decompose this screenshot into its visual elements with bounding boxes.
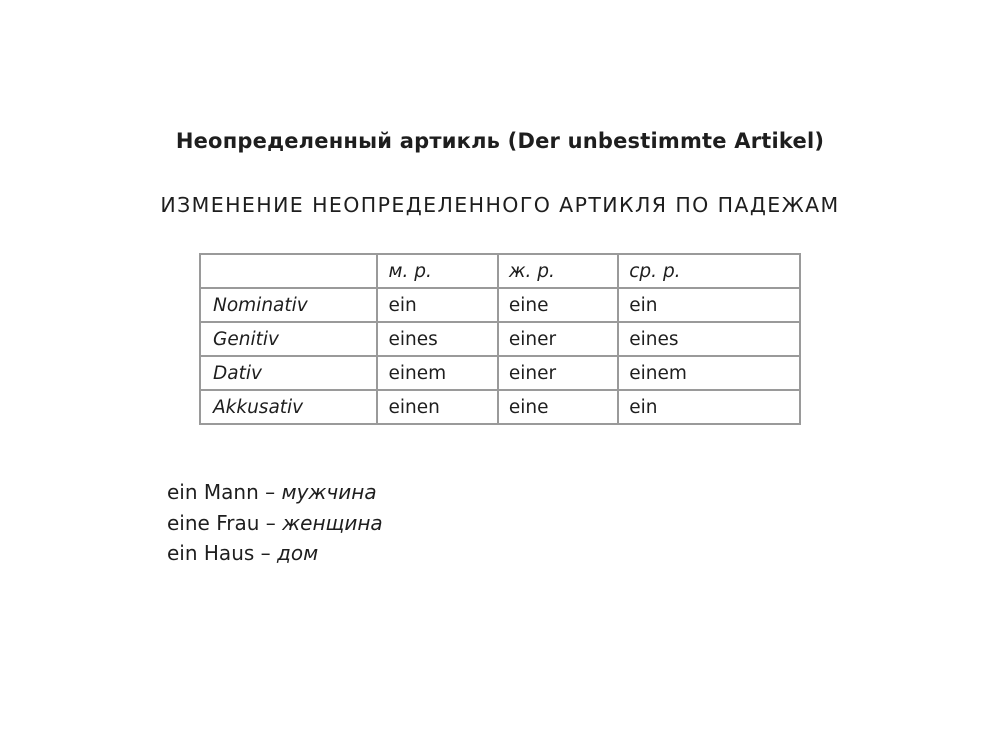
example-list — [167, 477, 383, 569]
table-row — [201, 323, 799, 355]
case-cell: Dativ — [201, 357, 376, 389]
example-german: eine Frau — [167, 510, 260, 535]
neuter-cell: einem — [619, 357, 799, 389]
header-cell-neuter: ср. р. — [619, 255, 799, 287]
case-cell: Genitiv — [201, 323, 376, 355]
example-item — [167, 477, 383, 508]
page-title: Неопределенный артикль (Der unbestimmte Artikel) — [175, 129, 825, 153]
masculine-cell: eines — [378, 323, 496, 355]
case-cell: Akkusativ — [201, 391, 376, 423]
masculine-cell: einem — [378, 357, 496, 389]
table-row — [201, 289, 799, 321]
table-header-row — [201, 255, 799, 287]
masculine-cell: ein — [378, 289, 496, 321]
example-dash: – — [259, 510, 283, 535]
example-translation: женщина — [282, 510, 383, 535]
example-german: ein Haus — [167, 541, 255, 565]
feminine-cell: einer — [499, 357, 617, 389]
neuter-cell: ein — [619, 289, 799, 321]
table-row — [201, 391, 799, 423]
case-cell: Nominativ — [201, 289, 376, 321]
example-dash: – — [254, 541, 278, 565]
declension-table — [199, 253, 801, 425]
header-cell-feminine: ж. р. — [499, 255, 617, 287]
example-item — [167, 508, 383, 539]
feminine-cell: eine — [499, 289, 617, 321]
table-row — [201, 357, 799, 389]
example-dash: – — [258, 480, 282, 504]
header-cell-empty — [201, 255, 376, 287]
example-translation: мужчина — [281, 480, 377, 504]
example-item — [167, 538, 383, 569]
neuter-cell: eines — [619, 323, 799, 355]
feminine-cell: eine — [499, 391, 617, 423]
section-subtitle: ИЗМЕНЕНИЕ НЕОПРЕДЕЛЕННОГО АРТИКЛЯ ПО ПАДЕЖАМ — [160, 193, 840, 217]
neuter-cell: ein — [619, 391, 799, 423]
masculine-cell: einen — [378, 391, 496, 423]
example-translation: дом — [277, 541, 319, 565]
example-german: ein Mann — [167, 480, 259, 504]
feminine-cell: einer — [499, 323, 617, 355]
header-cell-masculine: м. р. — [378, 255, 496, 287]
